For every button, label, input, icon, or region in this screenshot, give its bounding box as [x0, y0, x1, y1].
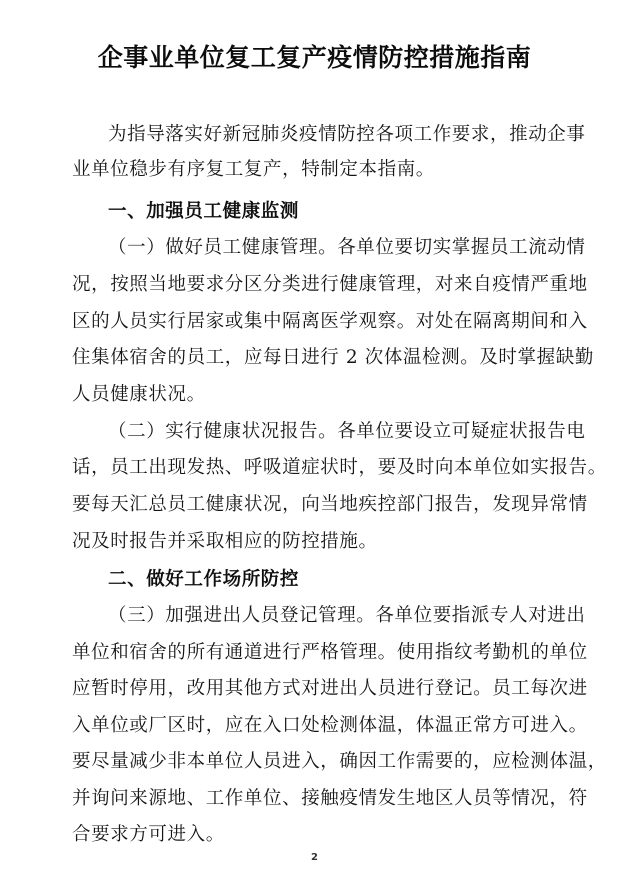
paragraph-line: 要每天汇总员工健康状况，向当地疾控部门报告，发现异常情 [72, 494, 588, 515]
page-number: 2 [311, 852, 318, 863]
paragraph-line: （三）加强进出人员登记管理。各单位要指派专人对进出 [108, 605, 586, 626]
section-heading: 二、做好工作场所防控 [108, 569, 300, 590]
paragraph-line: 应暂时停用，改用其他方式对进出人员进行登记。员工每次进 [72, 678, 588, 699]
paragraph-line: 要尽量减少非本单位人员进入，确因工作需要的，应检测体温， [72, 751, 607, 772]
paragraph-line: 业单位稳步有序复工复产，特制定本指南。 [72, 159, 435, 180]
paragraph-line: 单位和宿舍的所有通道进行严格管理。使用指纹考勤机的单位 [72, 642, 588, 663]
paragraph-line: 区的人员实行居家或集中隔离医学观察。对处在隔离期间和入 [72, 311, 588, 332]
paragraph-line: （二）实行健康状况报告。各单位要设立可疑症状报告电 [108, 421, 586, 442]
paragraph-line: （一）做好员工健康管理。各单位要切实掌握员工流动情 [108, 237, 586, 258]
paragraph-line: 况及时报告并采取相应的防控措施。 [72, 531, 378, 552]
paragraph-line: 住集体宿舍的员工，应每日进行 2 次体温检测。及时掌握缺勤 [72, 347, 594, 368]
paragraph-line: 合要求方可进入。 [72, 824, 225, 845]
paragraph-line: 话，员工出现发热、呼吸道症状时，要及时向本单位如实报告。 [72, 457, 607, 478]
document-title: 企事业单位复工复产疫情防控措施指南 [97, 43, 532, 72]
paragraph-line: 为指导落实好新冠肺炎疫情防控各项工作要求，推动企事 [108, 124, 586, 145]
paragraph-line: 入单位或厂区时，应在入口处检测体温，体温正常方可进入。 [72, 715, 588, 736]
section-heading: 一、加强员工健康监测 [108, 201, 300, 222]
paragraph-line: 并询问来源地、工作单位、接触疫情发生地区人员等情况，符 [72, 788, 588, 809]
paragraph-line: 况，按照当地要求分区分类进行健康管理，对来自疫情严重地 [72, 274, 588, 295]
paragraph-line: 人员健康状况。 [72, 384, 206, 405]
